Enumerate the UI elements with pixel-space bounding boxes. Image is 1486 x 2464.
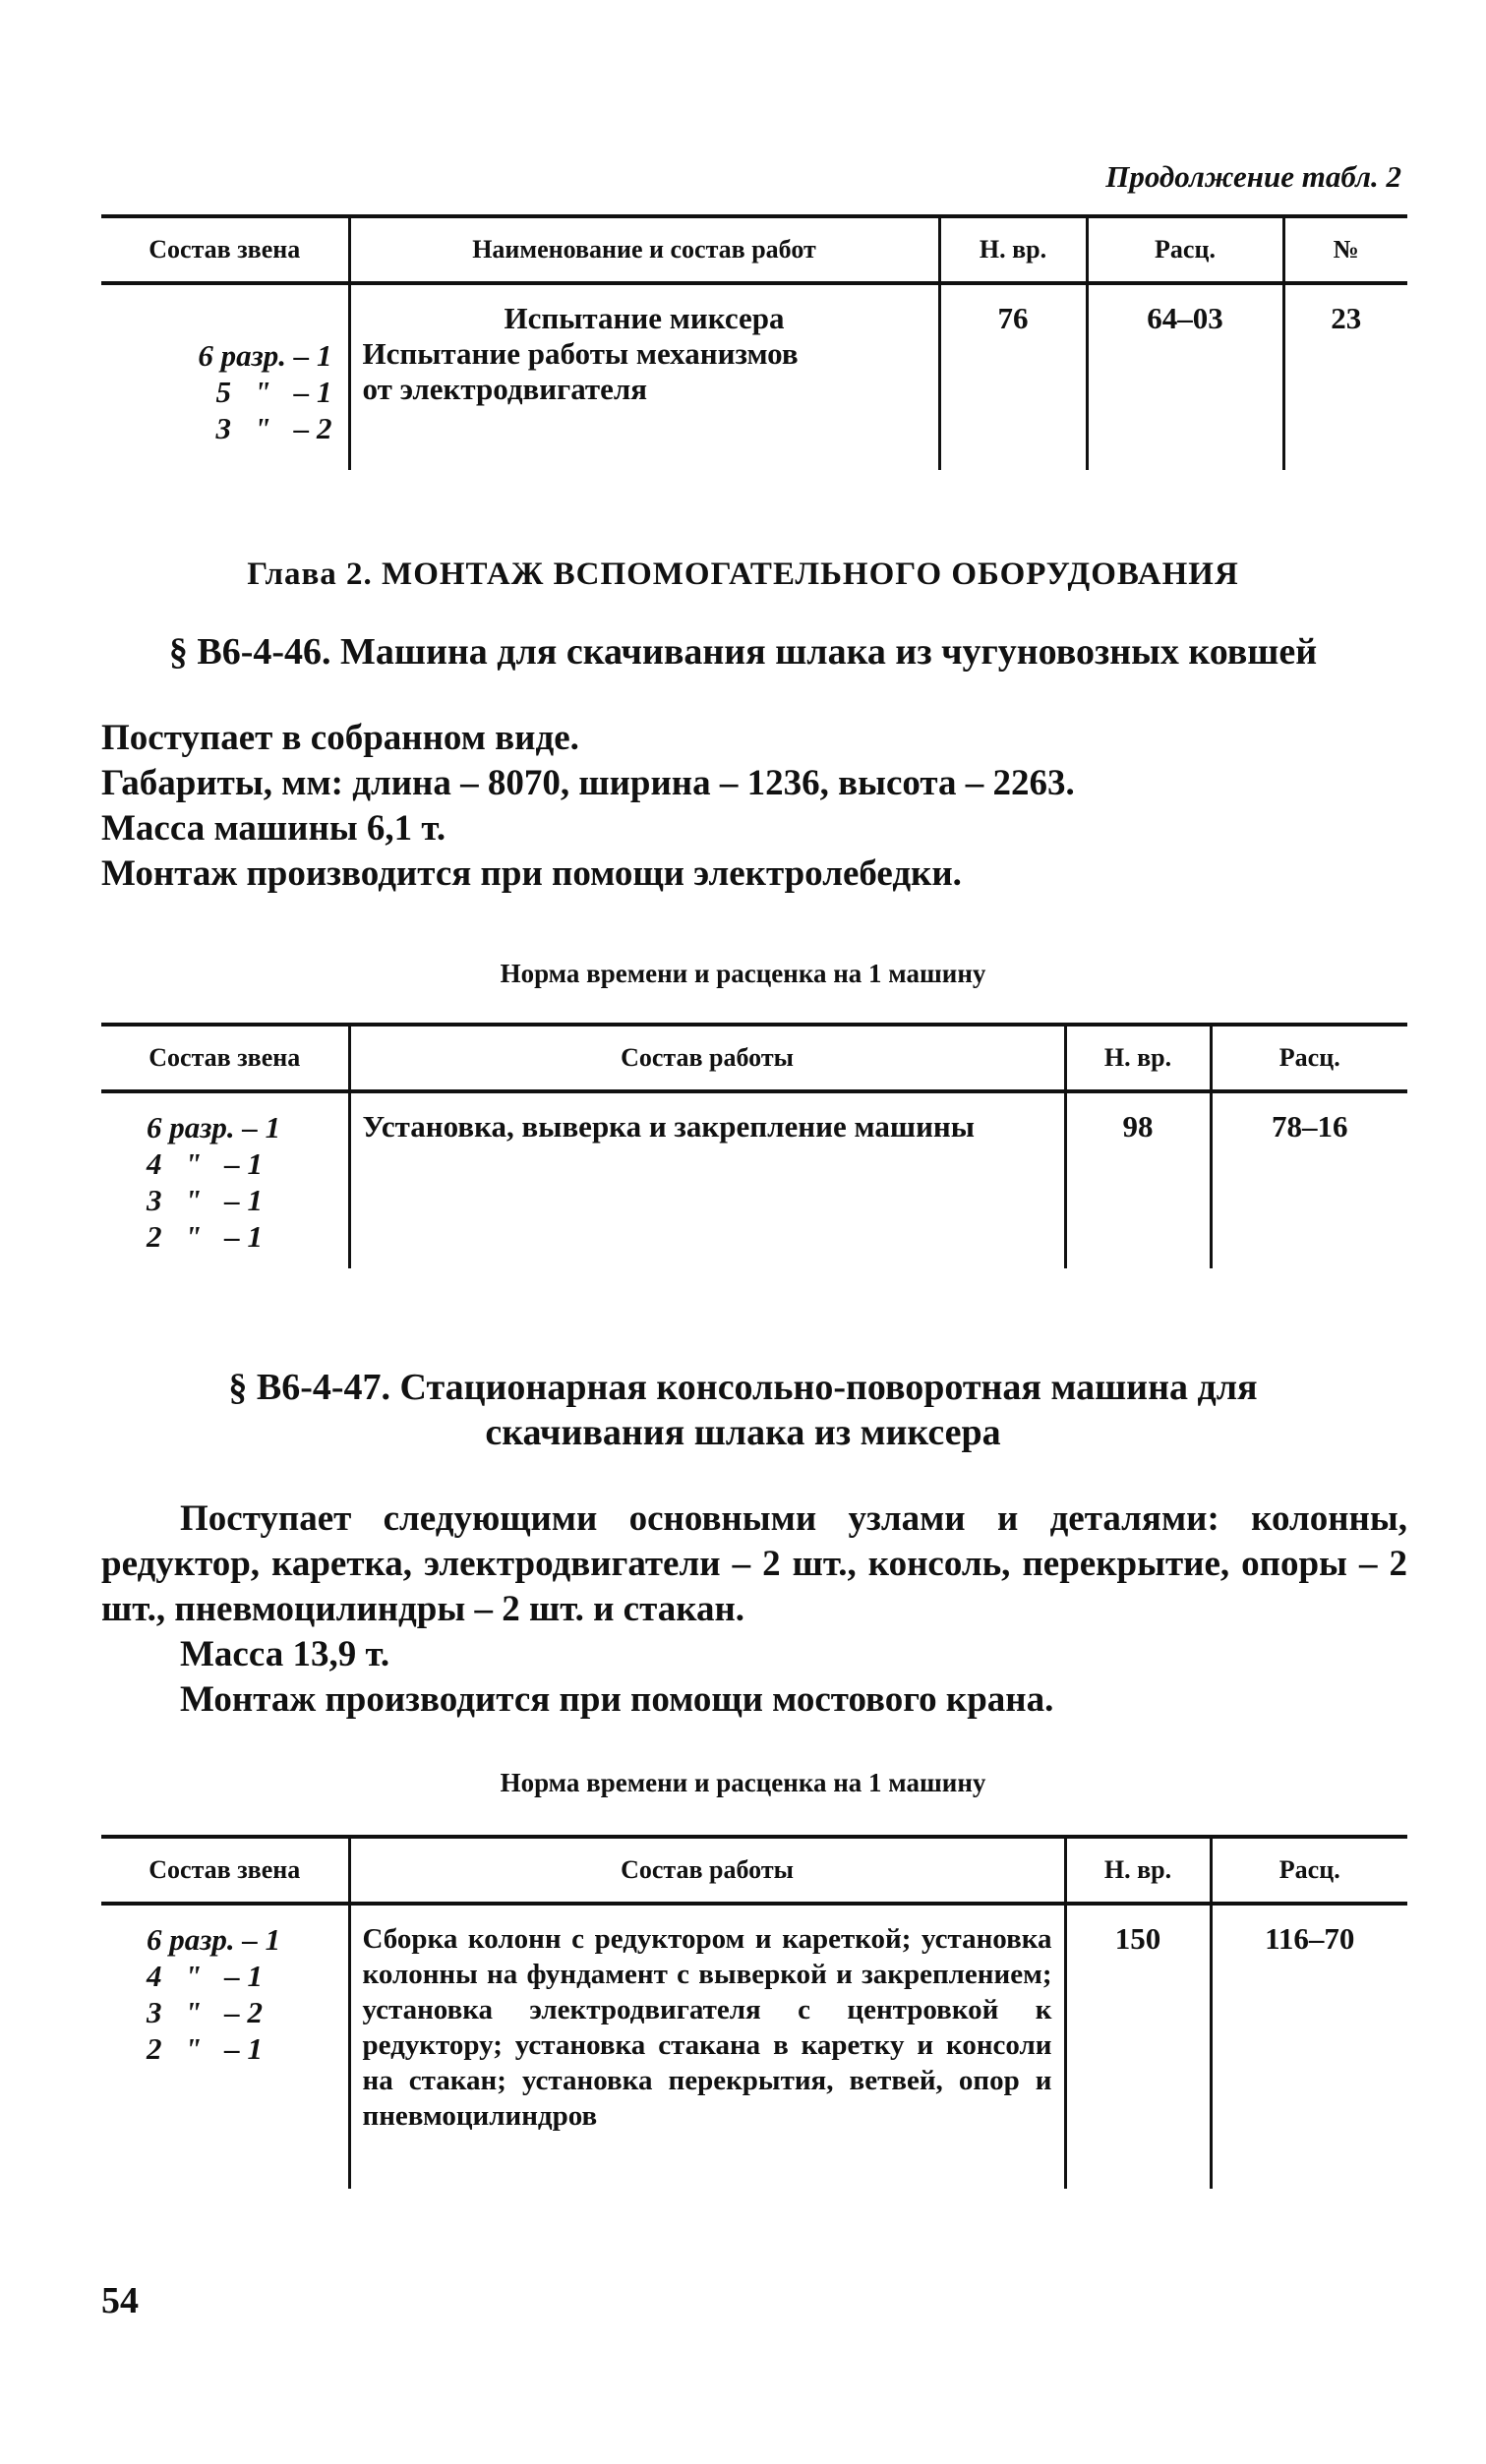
crew-line: 4 " – 1: [147, 1146, 263, 1181]
description-line: Габариты, мм: длина – 8070, ширина – 1236, высота – 2263.: [101, 763, 1075, 803]
crew-cell: [101, 1091, 349, 1268]
col-header-time: Н. вр.: [1065, 1025, 1211, 1091]
time-norm-value: 76: [939, 283, 1087, 470]
work-cell: [349, 1091, 1065, 1268]
col-header-work: Состав работы: [349, 1025, 1065, 1091]
crew-line: 2 " – 1: [147, 2031, 263, 2066]
work-line: Испытание работы механизмов: [362, 336, 799, 371]
table-continuation-title: Продолжение табл. 2: [1105, 159, 1401, 194]
section-title-line: скачивания шлака из миксера: [485, 1412, 1001, 1453]
norm-table-b6-4-47: [101, 1835, 1407, 2189]
work-line: от электродвигателя: [362, 372, 648, 406]
rate-value: 116–70: [1211, 1904, 1407, 2189]
col-header-work: Наименование и состав работ: [349, 216, 939, 283]
crew-cell: [101, 1904, 349, 2189]
row-number-value: 23: [1283, 283, 1407, 470]
work-cell: [349, 283, 939, 470]
rate-value: 78–16: [1211, 1091, 1407, 1268]
work-text: Сборка колонн с редуктором и кареткой; установка колонны на фундамент с выверкой и закреплением; установка электродвигателя с центровкой к редуктору; установка стакана в каретку и консоли на стакан; установка перекрытия, ветвей, опор и пневмоцилиндров: [362, 1923, 1052, 2132]
section2-mass: Масса 13,9 т.: [180, 1634, 390, 1674]
col-header-crew: Состав звена: [101, 216, 349, 283]
time-norm-value: 150: [1065, 1904, 1211, 2189]
col-header-time: Н. вр.: [1065, 1837, 1211, 1904]
crew-line: 4 " – 1: [147, 1959, 263, 1993]
crew-line: 3 " – 2: [147, 1995, 263, 2029]
section-heading-b6-4-46: § В6-4-46. Машина для скачивания шлака из чугуновозных ковшей: [168, 631, 1318, 673]
description-line: Масса машины 6,1 т.: [101, 808, 446, 849]
section1-description: [101, 716, 1407, 897]
col-header-rate: Расц.: [1087, 216, 1283, 283]
description-line: Поступает в собранном виде.: [101, 718, 579, 758]
crew-cell: [101, 283, 349, 470]
col-header-crew: Состав звена: [101, 1837, 349, 1904]
crew-line: 5 " – 1: [215, 375, 332, 409]
crew-line: 3 " – 2: [215, 411, 332, 445]
crew-line: 6 разр. – 1: [198, 338, 332, 373]
crew-line: 2 " – 1: [147, 1219, 263, 1254]
norm-table-b6-4-46: [101, 1023, 1407, 1268]
chapter-heading: Глава 2. МОНТАЖ ВСПОМОГАТЕЛЬНОГО ОБОРУДОВАНИЯ: [247, 557, 1239, 592]
section2-mounting: Монтаж производится при помощи мостового крана.: [180, 1679, 1054, 1720]
col-header-time: Н. вр.: [939, 216, 1087, 283]
rate-value: 64–03: [1087, 283, 1283, 470]
table-continuation: [101, 214, 1407, 470]
work-text: Установка, выверка и закрепление машины: [362, 1109, 975, 1144]
col-header-rate: Расц.: [1211, 1837, 1407, 1904]
description-line: Монтаж производится при помощи электролебедки.: [101, 853, 962, 894]
norm-caption: Норма времени и расценка на 1 машину: [500, 1768, 986, 1797]
col-header-rate: Расц.: [1211, 1025, 1407, 1091]
norm-caption: Норма времени и расценка на 1 машину: [500, 959, 986, 988]
page-number: 54: [101, 2280, 139, 2321]
col-header-work: Состав работы: [349, 1837, 1065, 1904]
work-title: Испытание миксера: [504, 301, 785, 335]
col-header-crew: Состав звена: [101, 1025, 349, 1091]
time-norm-value: 98: [1065, 1091, 1211, 1268]
work-cell: [349, 1904, 1065, 2189]
crew-line: 6 разр. – 1: [147, 1922, 281, 1957]
crew-line: 3 " – 1: [147, 1183, 263, 1217]
crew-line: 6 разр. – 1: [147, 1110, 281, 1144]
col-header-number: №: [1283, 216, 1407, 283]
section2-components-paragraph: Поступает следующими основными узлами и деталями: колонны, редуктор, каретка, электродвигатели – 2 шт., консоль, перекрытие, опоры – 2 шт., пневмоцилиндры – 2 шт. и стакан.: [101, 1498, 1407, 1629]
section-heading-b6-4-47: [0, 1365, 1486, 1455]
section-title-line: § В6-4-47. Стационарная консольно-поворотная машина для: [228, 1367, 1258, 1408]
